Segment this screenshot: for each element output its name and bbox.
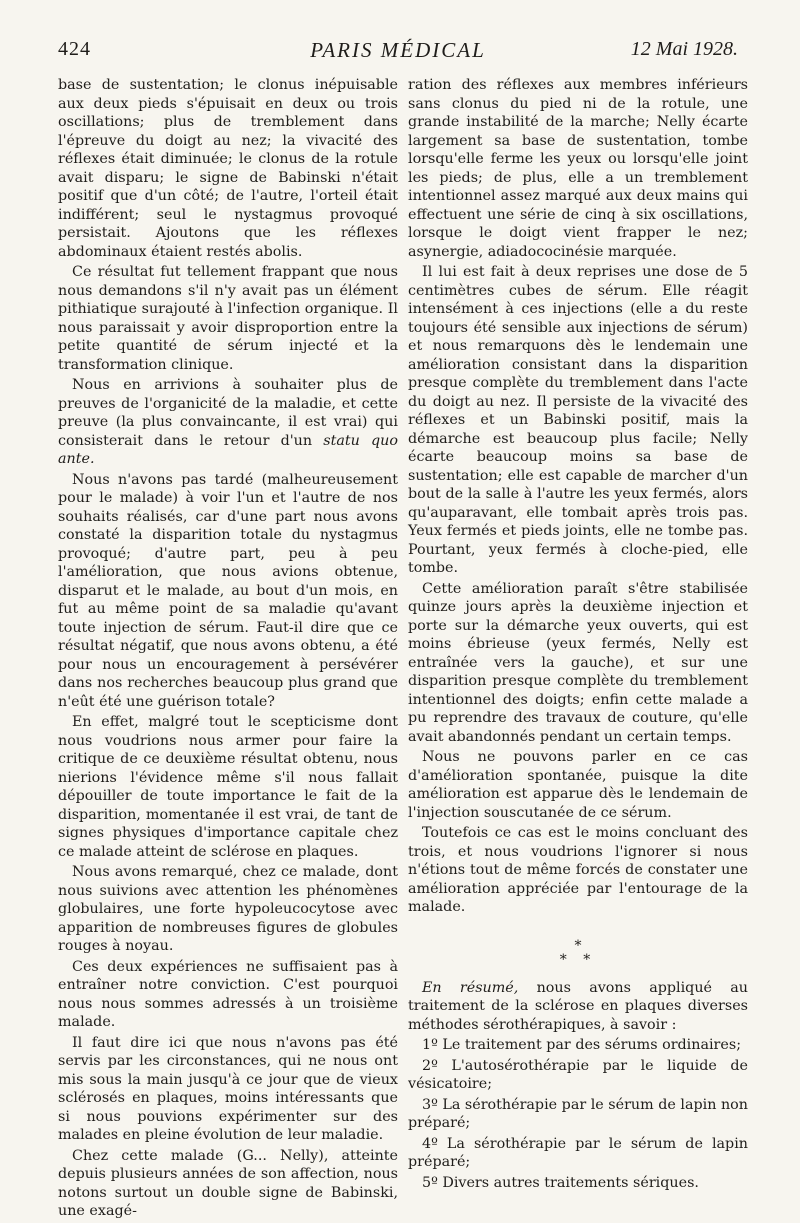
paragraph: Il faut dire ici que nous n'avons pas été servis par les circonstances, qui ne nous ont mis sous la main jusqu'à ce jour que de vieux sclérosés en plaques, moins intéressants que si nous pouvions expérimenter sur des malades en pleine évolution de leur maladie. <box>58 1034 398 1143</box>
paragraph: Ce résultat fut tellement frappant que nous nous demandons s'il n'y avait pas un élément pithiatique surajouté à l'infection organique. Il nous paraissait y avoir disproportion entre la petite quantité de sérum injecté et la transformation clinique. <box>58 264 398 373</box>
paragraph: Cette amélioration paraît s'être stabilisée quinze jours après la deuxième injection et porte sur la démarche yeux ouverts, qui est moins ébrieuse (yeux fermés, Nelly est entraînée vers la gauche), et sur une disparition presque complète du tremblement intentionnel des doigts; enfin cette malade a pu reprendre des travaux de couture, qu'elle avait abandonnés pendant un certain temps. <box>408 580 748 745</box>
paragraph-text: Nous en arrivions à souhaiter plus de preuves de l'organicité de la maladie, et cette preuve (la plus convaincante, il est vrai) qui consisterait dans le retour d'un <box>58 377 398 449</box>
summary-text: nous avons appliqué au traitement de la sclérose en plaques diverses méthodes sérothérapiques, à savoir : <box>408 979 748 1033</box>
paragraph: Il lui est fait à deux reprises une dose de 5 centimètres cubes de sérum. Elle réagit intensément à ces injections (elle a du reste toujours été sensible aux injections de sérum) et nous remarquons dès le lendemain une amélioration consistant dans la disparition presque complète du tremblement dans l'acte du doigt au nez. Il persiste de la vivacité des réflexes et un Babinski positif, mais la démarche est beaucoup plus facile; Nelly écarte beaucoup moins sa base de sustentation; elle est capable de marcher d'un bout de la salle à l'autre les yeux fermés, alors qu'auparavant, elle tombait après trois pas. Yeux fermés et pieds joints, elle ne tombe pas. Pourtant, yeux fermés à cloche-pied, elle tombe. <box>408 264 748 576</box>
journal-title: PARIS MÉDICAL <box>310 38 486 62</box>
paragraph <box>58 376 398 469</box>
paragraph: Nous n'avons pas tardé (malheureusement pour le malade) à voir l'un et l'autre de nos souhaits réalisés, car d'une part nous avons constaté la disparition totale du nystagmus provoqué; d'autre part, peu à peu l'amélioration, que nous avions obtenue, disparut et le malade, au bout d'un mois, en fut au même point de sa maladie qu'avant toute injection de sérum. Faut-il dire que ce résultat négatif, que nous avons obtenu, a été pour nous un encouragement à persévérer dans nos recherches beaucoup plus grand que n'eût été une guérison totale? <box>58 471 398 710</box>
list-item: 4º La sérothérapie par le sérum de lapin préparé; <box>408 1135 748 1170</box>
right-column <box>408 76 748 1194</box>
italic-phrase: statu quo ante. <box>58 432 399 467</box>
list-item: 3º La sérothérapie par le sérum de lapin non préparé; <box>408 1096 748 1131</box>
section-separator <box>408 939 748 967</box>
summary-intro <box>408 979 748 1035</box>
list-item: 5º Divers autres traitements sériques. <box>422 1174 699 1191</box>
summary-section <box>408 979 748 1193</box>
paragraph: Chez cette malade (G... Nelly), atteinte depuis plusieurs années de son affection, nous notons surtout un double signe de Babinski, une exagé- <box>58 1147 398 1219</box>
paragraph: Ces deux expériences ne suffisaient pas à entraîner notre conviction. C'est pourquoi nous nous sommes adressés à un troisième malade. <box>58 958 398 1030</box>
page-header <box>58 38 738 68</box>
paragraph: ration des réflexes aux membres inférieurs sans clonus du pied ni de la rotule, une grande instabilité de la marche; Nelly écarte largement sa base de sustentation, tombe lorsqu'elle ferme les yeux ou lorsqu'elle joint les pieds; de plus, elle a un tremblement intentionnel assez marqué aux deux mains qui effectuent une série de cinq à six oscillations, lorsque le doigt vient frapper le nez; asynergie, adiadococinésie marquée. <box>408 77 748 260</box>
paragraph: Toutefois ce cas est le moins concluant des trois, et nous voudrions l'ignorer si nous n'étions tout de même forcés de constater une amélioration appréciée par l'entourage de la malade. <box>408 825 748 915</box>
page-number: 424 <box>58 38 91 60</box>
issue-date: 12 Mai 1928. <box>630 38 738 60</box>
paragraph: En effet, malgré tout le scepticisme dont nous voudrions nous armer pour faire la critique de ce deuxième résultat obtenu, nous nierions l'évidence même s'il nous fallait dépouiller de toute importance le fait de la disparition, momentanée il est vrai, de tant de signes physiques d'importance capitale chez ce malade atteint de sclérose en plaques. <box>58 714 398 860</box>
list-item: 2º L'autosérothérapie par le liquide de vésicatoire; <box>408 1057 748 1092</box>
left-column <box>58 76 398 1223</box>
paragraph: Nous ne pouvons parler en ce cas d'amélioration spontanée, puisque la dite amélioration est apparue dès le lendemain de l'injection souscutanée de ce sérum. <box>408 749 748 821</box>
summary-lead: En résumé, <box>422 979 519 996</box>
paragraph: Nous avons remarqué, chez ce malade, dont nous suivions avec attention les phénomènes globulaires, une forte hypoleucocytose avec apparition de nombreuses figures de globules rouges à noyau. <box>58 864 398 954</box>
paragraph: base de sustentation; le clonus inépuisable aux deux pieds s'épuisait en deux ou trois oscillations; plus de tremblement dans l'épreuve du doigt au nez; la vivacité des réflexes était diminuée; le clonus de la rotule avait disparu; le signe de Babinski n'était positif que d'un côté; de l'autre, l'orteil était indifférent; seul le nystagmus provoqué persistait. Ajoutons que les réflexes abdominaux étaient restés abolis. <box>58 77 398 260</box>
list-item: 1º Le traitement par des sérums ordinaires; <box>422 1037 742 1053</box>
separator-bottom-stars: * * <box>559 951 597 968</box>
separator-top-star: * <box>574 937 582 954</box>
